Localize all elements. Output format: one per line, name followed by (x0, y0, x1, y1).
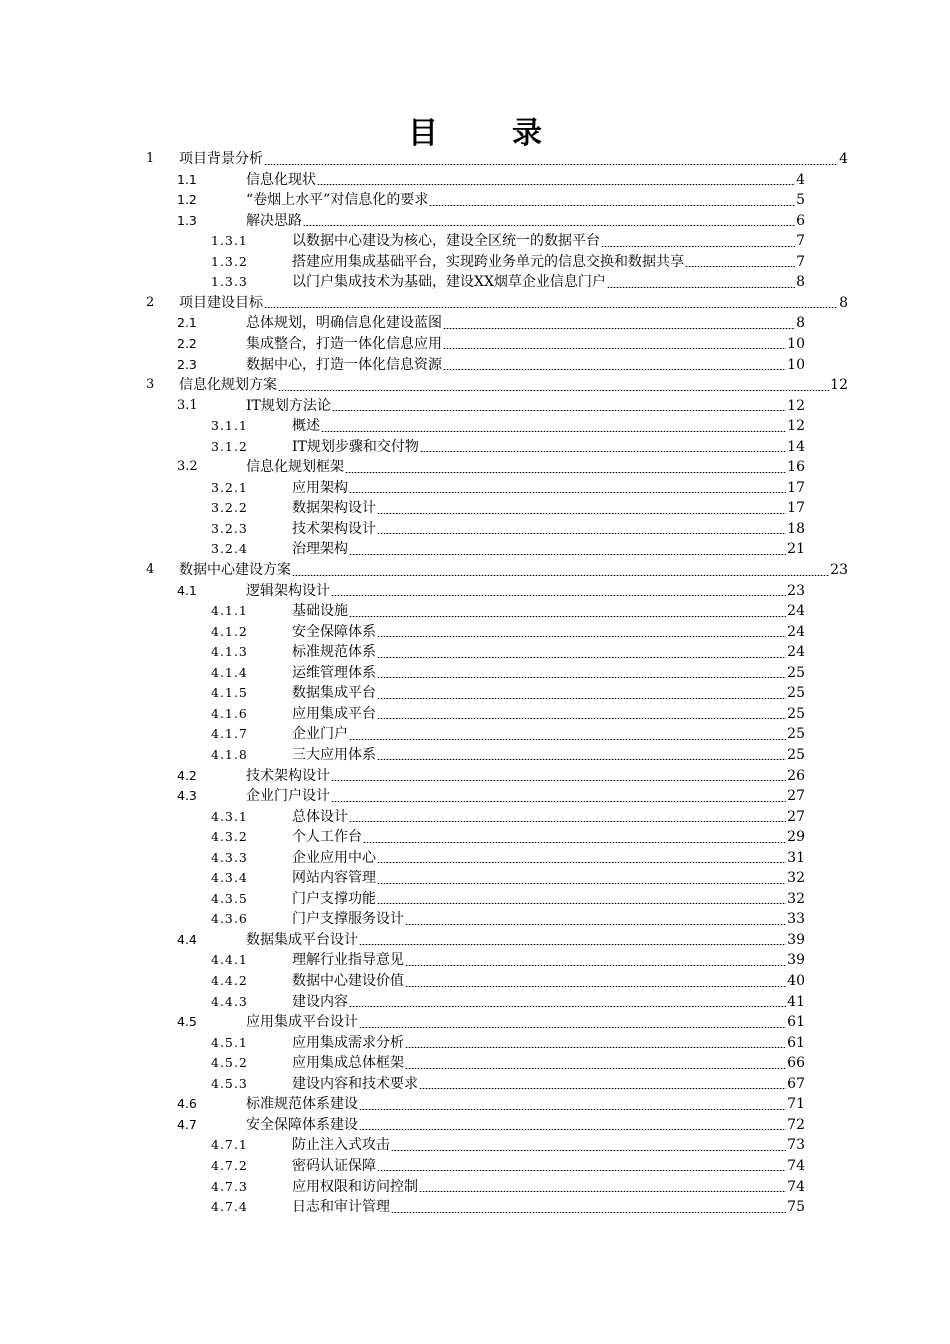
toc-entry-title: 理解行业指导意见 (292, 952, 404, 969)
toc-entry[interactable] (0, 889, 950, 910)
toc-entry-title: 搭建应用集成基础平台，实现跨业务单元的信息交换和数据共享 (292, 253, 684, 270)
toc-entry-title: 信息化规划框架 (246, 459, 344, 476)
dot-leader (377, 718, 786, 719)
toc-entry-page-number: 25 (787, 746, 805, 763)
toc-entry[interactable] (0, 766, 950, 787)
toc-entry-title: 数据中心建设方案 (179, 562, 291, 578)
toc-entry-number: 1.2 (177, 192, 197, 208)
toc-entry[interactable] (0, 1197, 950, 1218)
toc-entry-page-number: 74 (787, 1157, 805, 1174)
toc-entry-number: 4.6 (177, 1096, 197, 1112)
toc-entry[interactable] (0, 581, 950, 602)
toc-entry-page-number: 24 (787, 623, 805, 640)
toc-entry-title: 项目建设目标 (179, 294, 263, 311)
toc-entry[interactable] (0, 642, 950, 663)
dot-leader (303, 225, 795, 226)
toc-entry-title: 应用权限和访问控制 (292, 1178, 418, 1195)
toc-entry-title: 应用架构 (292, 479, 348, 496)
dot-leader (419, 1191, 786, 1192)
toc-entry-number: 2 (146, 294, 155, 310)
toc-entry-title: 日志和审计管理 (292, 1199, 390, 1216)
toc-entry-number: 3.2.1 (211, 479, 248, 495)
toc-entry[interactable] (0, 1074, 950, 1095)
toc-entry-page-number: 25 (787, 726, 805, 743)
dot-leader (331, 595, 786, 596)
toc-entry-title: 技术架构设计 (246, 767, 330, 784)
dot-leader (443, 369, 786, 370)
dot-leader (601, 246, 795, 247)
toc-entry-title: 标准规范体系建设 (246, 1096, 358, 1113)
toc-entry[interactable] (0, 478, 950, 499)
toc-entry[interactable] (0, 416, 950, 437)
toc-entry-title: 数据中心建设价值 (292, 973, 404, 989)
dot-leader (359, 1129, 786, 1130)
toc-entry[interactable] (0, 149, 950, 170)
dot-leader (278, 390, 829, 391)
dot-leader (405, 924, 786, 925)
toc-entry[interactable] (0, 437, 950, 458)
toc-entry[interactable] (0, 334, 950, 355)
toc-entry-number: 4.7.1 (211, 1137, 248, 1153)
dot-leader (377, 1170, 786, 1171)
toc-entry[interactable] (0, 950, 950, 971)
toc-entry-page-number: 10 (787, 356, 805, 373)
toc-entry-title: 信息化现状 (246, 171, 316, 188)
dot-leader (349, 554, 786, 555)
toc-entry[interactable] (0, 868, 950, 889)
dot-leader (331, 780, 786, 781)
toc-entry-page-number: 16 (787, 459, 805, 476)
toc-entry-number: 1.3.2 (211, 253, 248, 269)
dot-leader (377, 533, 786, 534)
toc-entry-page-number: 73 (787, 1137, 805, 1154)
dot-leader (292, 575, 829, 576)
dot-leader (359, 1027, 786, 1028)
toc-entry-title: 运维管理体系 (292, 664, 376, 681)
toc-entry[interactable] (0, 622, 950, 643)
toc-entry-page-number: 8 (839, 294, 848, 311)
toc-entry-number: 4.2 (177, 767, 197, 783)
toc-entry-title: 应用集成需求分析 (292, 1034, 404, 1051)
toc-entry-number: 4.4 (177, 931, 197, 947)
toc-entry-page-number: 12 (787, 418, 805, 435)
toc-entry[interactable] (0, 909, 950, 930)
toc-entry[interactable] (0, 683, 950, 704)
toc-entry-page-number: 31 (787, 849, 805, 866)
toc-entry-page-number: 71 (787, 1096, 805, 1113)
toc-entry-title: 技术架构设计 (292, 520, 376, 537)
toc-entry-number: 4.1.5 (211, 685, 248, 701)
toc-entry-page-number: 17 (787, 500, 805, 517)
toc-entry[interactable] (0, 1012, 950, 1033)
toc-entry[interactable] (0, 848, 950, 869)
toc-entry-title: 门户支撑服务设计 (292, 911, 404, 928)
dot-leader (377, 657, 786, 658)
toc-entry-page-number: 18 (787, 520, 805, 537)
toc-entry-title: 企业应用中心 (292, 849, 376, 866)
dot-leader (359, 944, 786, 945)
toc-entry-title: 网站内容管理 (292, 870, 376, 887)
toc-entry-page-number: 67 (787, 1075, 805, 1092)
toc-entry-number: 3.1.2 (211, 438, 248, 454)
toc-entry-number: 4.4.1 (211, 952, 248, 968)
toc-entry-number: 4.3.1 (211, 808, 248, 824)
toc-entry-number: 2.3 (177, 356, 197, 372)
dot-leader (349, 1006, 786, 1007)
toc-entry[interactable] (0, 1115, 950, 1136)
dot-leader (363, 842, 786, 843)
dot-leader (345, 472, 786, 473)
toc-entry-number: 2.1 (177, 315, 197, 331)
toc-entry-page-number: 17 (787, 479, 805, 496)
toc-entry[interactable] (0, 827, 950, 848)
dot-leader (405, 1068, 786, 1069)
toc-entry-number: 3.1.1 (211, 418, 248, 434)
toc-entry-number: 4.1.4 (211, 664, 248, 680)
dot-leader (419, 1088, 786, 1089)
dot-leader (405, 1047, 786, 1048)
toc-entry-title: 数据中心，打造一体化信息资源 (246, 356, 442, 373)
toc-entry-page-number: 40 (787, 973, 805, 989)
dot-leader (377, 883, 786, 884)
toc-entry-number: 4.3 (177, 788, 197, 804)
toc-entry[interactable] (0, 539, 950, 560)
toc-entry-number: 4.5.1 (211, 1034, 248, 1050)
dot-leader (321, 431, 786, 432)
toc-entry-title: 概述 (292, 418, 320, 435)
toc-entry[interactable] (0, 190, 950, 211)
toc-entry-number: 1.1 (177, 171, 197, 187)
toc-entry[interactable] (0, 704, 950, 725)
toc-entry-page-number: 25 (787, 664, 805, 681)
toc-entry[interactable] (0, 807, 950, 828)
toc-entry[interactable] (0, 992, 950, 1013)
dot-leader (685, 266, 795, 267)
dot-leader (607, 287, 795, 288)
toc-entry-page-number: 27 (787, 808, 805, 825)
toc-entry-title: 项目背景分析 (179, 151, 263, 167)
toc-entry-page-number: 23 (787, 582, 805, 599)
toc-entry-page-number: 7 (796, 233, 805, 250)
toc-entry-number: 4.5.2 (211, 1055, 248, 1071)
toc-entry-page-number: 6 (796, 212, 805, 229)
toc-entry-title: “卷烟上水平”对信息化的要求 (246, 192, 429, 209)
toc-entry-title: 数据架构设计 (292, 500, 376, 517)
toc-entry-page-number: 27 (787, 788, 805, 805)
dot-leader (377, 862, 786, 863)
toc-entry[interactable] (0, 560, 950, 581)
toc-entry-page-number: 8 (796, 315, 805, 332)
toc-entry-number: 4 (146, 562, 155, 577)
dot-leader (391, 1212, 786, 1213)
toc-entry-title: 建设内容 (292, 993, 348, 1010)
toc-title: 目 录 (408, 116, 564, 151)
toc-entry-number: 4.3.3 (211, 849, 248, 865)
toc-entry-number: 4.1.3 (211, 644, 248, 660)
dot-leader (264, 164, 838, 165)
dot-leader (332, 410, 786, 411)
toc-entry-title: 密码认证保障 (292, 1157, 376, 1174)
toc-entry-number: 3.2.2 (211, 500, 248, 516)
toc-entry-number: 1.3.3 (211, 274, 248, 290)
toc-entry-title: 治理架构 (292, 541, 348, 558)
toc-entry[interactable] (0, 724, 950, 745)
toc-entry[interactable] (0, 786, 950, 807)
dot-leader (349, 739, 786, 740)
toc-entry[interactable] (0, 930, 950, 951)
toc-entry[interactable] (0, 252, 950, 273)
toc-entry[interactable] (0, 457, 950, 478)
toc-entry-title: IT规划方法论 (246, 397, 331, 414)
toc-entry-title: 信息化规划方案 (179, 377, 277, 394)
toc-entry[interactable] (0, 1053, 950, 1074)
toc-entry-title: 数据集成平台设计 (246, 931, 358, 948)
toc-entry-number: 4.7.4 (211, 1199, 248, 1215)
toc-entry-number: 4.1.1 (211, 603, 248, 619)
toc-entry-title: IT规划步骤和交付物 (292, 438, 419, 455)
toc-entry-page-number: 5 (796, 192, 805, 209)
toc-entry-page-number: 24 (787, 644, 805, 661)
toc-entry-title: 三大应用体系 (292, 746, 376, 763)
toc-entry-page-number: 32 (787, 890, 805, 907)
toc-entry-title: 总体规划，明确信息化建设蓝图 (246, 315, 442, 332)
toc-entry-number: 4.3.6 (211, 911, 248, 927)
toc-entry[interactable] (0, 663, 950, 684)
toc-entry-title: 防止注入式攻击 (292, 1137, 390, 1154)
toc-entry[interactable] (0, 1094, 950, 1115)
toc-entry-page-number: 12 (830, 377, 848, 394)
toc-entry[interactable] (0, 313, 950, 334)
toc-entry-page-number: 75 (787, 1199, 805, 1216)
toc-entry-page-number: 74 (787, 1178, 805, 1195)
toc-entry[interactable] (0, 231, 950, 252)
toc-entry-page-number: 24 (787, 603, 805, 620)
toc-entry-number: 4.3.5 (211, 890, 248, 906)
toc-entry-number: 4.1.2 (211, 623, 248, 639)
toc-entry-number: 4.1.8 (211, 746, 248, 762)
toc-entry[interactable] (0, 396, 950, 417)
toc-entry-number: 4.5 (177, 1014, 197, 1030)
toc-entry[interactable] (0, 1033, 950, 1054)
toc-entry-title: 基础设施 (292, 603, 348, 620)
toc-entry-number: 4.1.7 (211, 726, 248, 742)
toc-entry-number: 3 (146, 377, 155, 393)
toc-entry-title: 应用集成平台设计 (246, 1014, 358, 1031)
toc-entry-title: 企业门户设计 (246, 788, 330, 805)
dot-leader (377, 903, 786, 904)
toc-entry-page-number: 61 (787, 1034, 805, 1051)
toc-entry-number: 4.3.2 (211, 829, 248, 845)
toc-entry-number: 4.7 (177, 1116, 197, 1132)
dot-leader (377, 513, 786, 514)
toc-entry-page-number: 26 (787, 767, 805, 784)
toc-entry[interactable] (0, 601, 950, 622)
dot-leader (377, 698, 786, 699)
toc-entry-page-number: 66 (787, 1055, 805, 1072)
toc-entry-title: 个人工作台 (292, 829, 362, 846)
toc-entry[interactable] (0, 355, 950, 376)
toc-entry-page-number: 39 (787, 952, 805, 969)
dot-leader (331, 801, 786, 802)
toc-entry[interactable] (0, 971, 950, 992)
toc-entry-page-number: 25 (787, 705, 805, 722)
dot-leader (377, 677, 786, 678)
dot-leader (264, 307, 838, 308)
toc-entry-title: 逻辑架构设计 (246, 582, 330, 599)
toc-entry-title: 安全保障体系 (292, 623, 376, 640)
toc-entry-page-number: 25 (787, 685, 805, 702)
toc-entry-title: 解决思路 (246, 212, 302, 229)
dot-leader (377, 636, 786, 637)
toc-entry-page-number: 32 (787, 870, 805, 887)
toc-entry-page-number: 33 (787, 911, 805, 928)
dot-leader (405, 965, 786, 966)
toc-entry-number: 4.7.2 (211, 1157, 248, 1173)
toc-entry-title: 应用集成平台 (292, 705, 376, 722)
toc-entry-page-number: 39 (787, 931, 805, 948)
dot-leader (443, 348, 786, 349)
toc-entry-number: 4.5.3 (211, 1075, 248, 1091)
dot-leader (359, 1109, 786, 1110)
toc-entry-page-number: 21 (787, 541, 805, 558)
toc-entry[interactable] (0, 519, 950, 540)
toc-entry-title: 总体设计 (292, 808, 348, 825)
toc-entry-number: 4.3.4 (211, 870, 248, 886)
toc-entry-title: 企业门户 (292, 726, 348, 743)
dot-leader (391, 1150, 786, 1151)
dot-leader (420, 451, 786, 452)
toc-entry-title: 数据集成平台 (292, 685, 376, 702)
toc-entry-title: 标准规范体系 (292, 644, 376, 661)
dot-leader (349, 821, 786, 822)
toc-entry-page-number: 14 (787, 438, 805, 455)
toc-entry[interactable] (0, 1177, 950, 1198)
toc-entry[interactable] (0, 272, 950, 293)
toc-entry-page-number: 4 (796, 171, 805, 188)
toc-entry-number: 1.3 (177, 212, 197, 228)
toc-entry-page-number: 61 (787, 1014, 805, 1031)
dot-leader (405, 986, 786, 987)
toc-entry-number: 4.1 (177, 582, 197, 598)
toc-entry-title: 门户支撑功能 (292, 890, 376, 907)
toc-entry-title: 集成整合，打造一体化信息应用 (246, 335, 442, 352)
toc-entry-page-number: 23 (830, 562, 848, 578)
toc-entry-title: 建设内容和技术要求 (292, 1075, 418, 1092)
toc-entry-number: 1 (146, 151, 155, 166)
toc-entry[interactable] (0, 375, 950, 396)
toc-entry-page-number: 12 (787, 397, 805, 414)
toc-entry[interactable] (0, 293, 950, 314)
dot-leader (429, 205, 795, 206)
toc-entry-page-number: 10 (787, 335, 805, 352)
toc-entry-page-number: 8 (796, 274, 805, 291)
dot-leader (349, 616, 786, 617)
toc-entry-title: 安全保障体系建设 (246, 1116, 358, 1133)
toc-entry-number: 2.2 (177, 335, 197, 351)
toc-entry-number: 4.7.3 (211, 1178, 248, 1194)
toc-entry[interactable] (0, 498, 950, 519)
toc-entry[interactable] (0, 170, 950, 191)
toc-entry-page-number: 4 (839, 151, 848, 167)
toc-entry-page-number: 41 (787, 993, 805, 1010)
toc-entry-title: 以门户集成技术为基础，建设XX烟草企业信息门户 (292, 274, 606, 291)
toc-entry-number: 3.2.3 (211, 520, 248, 536)
dot-leader (349, 492, 786, 493)
dot-leader (377, 759, 786, 760)
toc-entry-page-number: 72 (787, 1116, 805, 1133)
toc-entry[interactable] (0, 1156, 950, 1177)
toc-entry-number: 4.4.2 (211, 973, 248, 988)
toc-entry-number: 1.3.1 (211, 233, 248, 249)
toc-entry-number: 3.2 (177, 459, 198, 475)
toc-entry-page-number: 7 (796, 253, 805, 270)
toc-entry-number: 4.4.3 (211, 993, 248, 1009)
toc-entry-page-number: 29 (787, 829, 805, 846)
toc-entry-title: 应用集成总体框架 (292, 1055, 404, 1072)
dot-leader (317, 184, 795, 185)
toc-entry-number: 4.1.6 (211, 705, 248, 721)
toc-entry-number: 3.1 (177, 397, 198, 413)
toc-entry[interactable] (0, 211, 950, 232)
toc-entry-title: 以数据中心建设为核心，建设全区统一的数据平台 (292, 233, 600, 250)
toc-entry-number: 3.2.4 (211, 541, 248, 557)
toc-entry[interactable] (0, 745, 950, 766)
toc-entry[interactable] (0, 1135, 950, 1156)
dot-leader (443, 328, 795, 329)
